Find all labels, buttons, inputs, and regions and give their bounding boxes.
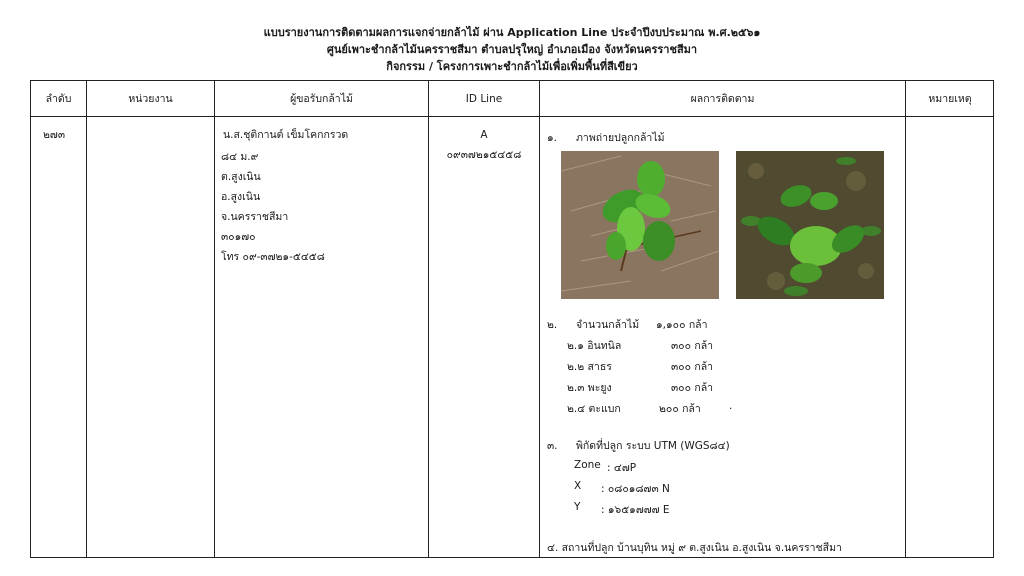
seedling-photo-1 <box>561 151 719 299</box>
result-item1-text: ภาพถ่ายปลูกกล้าไม้ <box>576 132 665 144</box>
variety-name: ๒.๓ พะยูง <box>567 382 612 394</box>
utm-zone-label: Zone <box>574 459 601 471</box>
header-agency: หน่วยงาน <box>128 93 173 105</box>
result-item2-total: ๑,๑๐๐ กล้า <box>656 319 708 331</box>
header-remark: หมายเหตุ <box>928 93 972 105</box>
report-table <box>30 80 994 558</box>
utm-y-value: : ๑๖๕๑๗๗๗ E <box>601 504 670 516</box>
id-line-number: ๐๙๓๗๒๑๕๔๕๘ <box>446 149 522 161</box>
recipient-tambon: ต.สูงเนิน <box>221 171 261 183</box>
header-result: ผลการติดตาม <box>690 93 755 105</box>
result-item1-number: ๑. <box>547 132 558 144</box>
variety-name: ๒.๑ อินทนิล <box>567 340 622 352</box>
trailing-dot: . <box>729 400 733 412</box>
result-item3-label: พิกัดที่ปลูก ระบบ UTM (WGS๘๔) <box>576 440 730 452</box>
result-item4-text: ๔. สถานที่ปลูก บ้านบุทิน หมู่ ๙ ต.สูงเนิน อ.สูงเนิน จ.นครราชสีมา <box>547 542 842 554</box>
header-number: ลำดับ <box>45 93 72 105</box>
recipient-house: ๘๔ ม.๙ <box>221 151 259 163</box>
header-divider <box>31 116 993 117</box>
result-item3-number: ๓. <box>547 440 558 452</box>
header-recipient: ผู้ขอรับกล้าไม้ <box>290 93 353 105</box>
variety-qty: ๓๐๐ กล้า <box>671 382 714 394</box>
result-item2-label: จำนวนกล้าไม้ <box>576 319 640 331</box>
header-id-line: ID Line <box>465 92 503 105</box>
id-line-label: A <box>480 129 488 141</box>
report-title-line-1: แบบรายงานการติดตามผลการแจกจ่ายกล้าไม้ ผ่าน Application Line ประจำปีงบประมาณ พ.ศ.๒๕๖๑ <box>263 26 761 39</box>
report-title-block <box>0 24 1024 75</box>
variety-name: ๒.๔ ตะแบก <box>567 403 621 415</box>
recipient-name: น.ส.ชุติกานต์ เข็มโคกกรวด <box>223 129 349 141</box>
utm-y-label: Y <box>574 501 581 513</box>
variety-name: ๒.๒ สาธร <box>567 361 612 373</box>
column-divider <box>905 81 906 557</box>
utm-x-value: : ๐๘๐๑๘๗๓ N <box>601 483 670 495</box>
column-divider <box>539 81 540 557</box>
recipient-postcode: ๓๐๑๗๐ <box>221 231 256 243</box>
utm-zone-value: : ๔๗P <box>607 462 637 474</box>
variety-qty: ๒๐๐ กล้า <box>659 403 701 415</box>
report-title-line-3: กิจกรรม / โครงการเพาะชำกล้าไม้เพื่อเพิ่มพื้นที่สีเขียว <box>386 60 638 73</box>
recipient-phone: โทร ๐๙-๓๗๒๑-๕๔๕๘ <box>221 251 325 263</box>
column-divider <box>86 81 87 557</box>
variety-qty: ๓๐๐ กล้า <box>671 361 714 373</box>
column-divider <box>214 81 215 557</box>
utm-x-label: X <box>574 480 582 492</box>
seedling-photo-2 <box>736 151 884 299</box>
report-title-line-2: ศูนย์เพาะชำกล้าไม้นครราชสีมา ตำบลปรุใหญ่ อำเภอเมือง จังหวัดนครราชสีมา <box>326 43 698 56</box>
recipient-province: จ.นครราชสีมา <box>221 211 289 223</box>
result-item2-number: ๒. <box>547 319 558 331</box>
row-number: ๒๗๓ <box>43 129 65 141</box>
variety-qty: ๓๐๐ กล้า <box>671 340 714 352</box>
recipient-amphoe: อ.สูงเนิน <box>221 191 261 203</box>
